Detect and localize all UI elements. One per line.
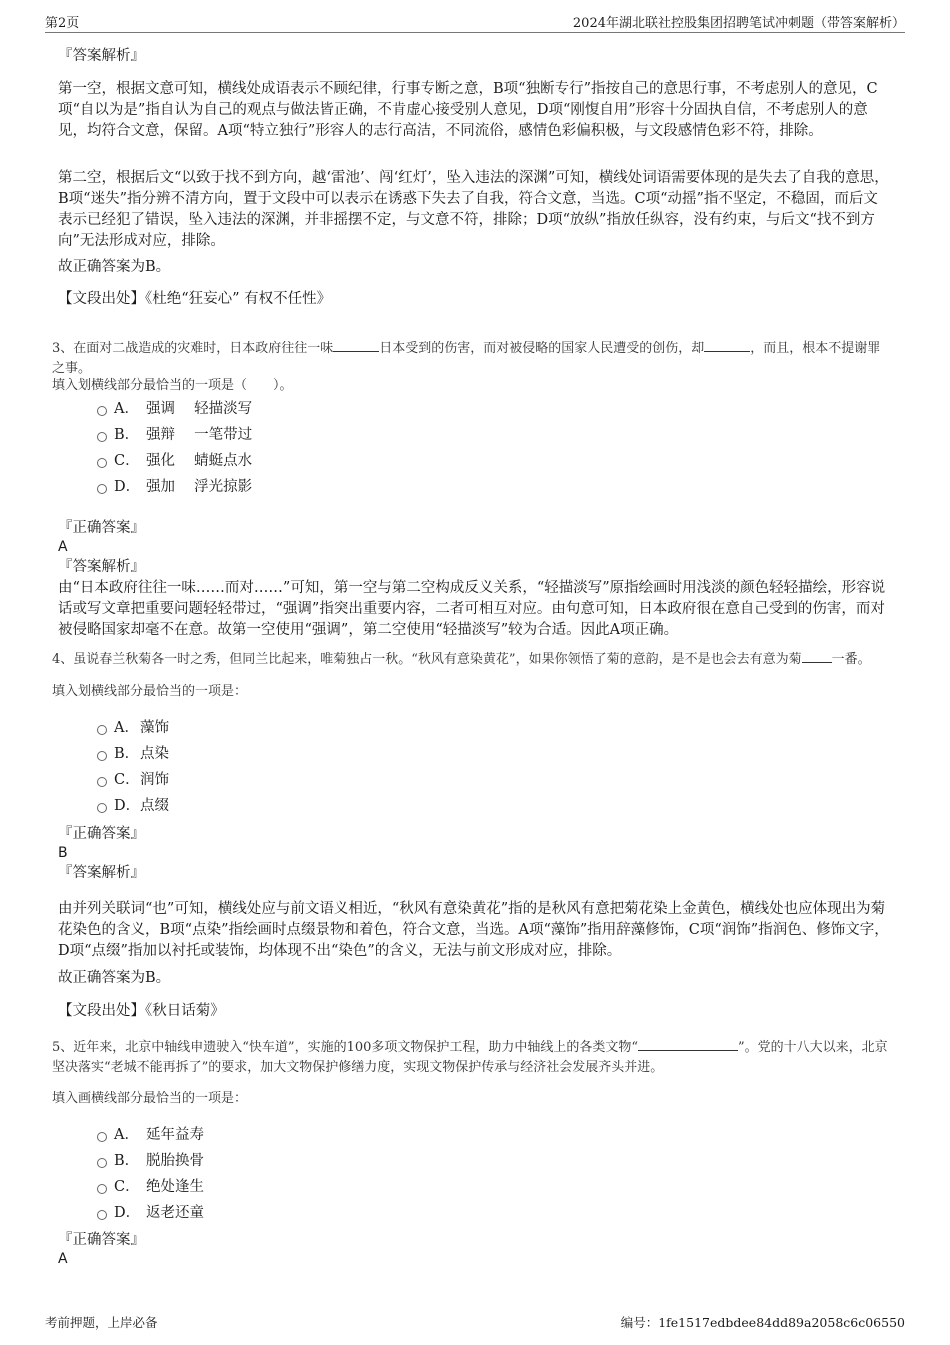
q5-answer: A	[58, 1251, 68, 1267]
option-letter: D．	[114, 798, 141, 814]
q3-stem-part2: 日本受到的伤害，而对被侵略的国家人民遭受的创伤，却	[379, 341, 705, 356]
option-letter: C．	[114, 1179, 140, 1195]
option-text: 强化 蜻蜓点水	[146, 453, 253, 469]
q4-source: 【文段出处】《秋日话菊》	[58, 1003, 225, 1019]
q5-option-b[interactable]	[58, 1148, 458, 1174]
q3-options	[58, 396, 458, 500]
q3-option-d[interactable]	[58, 474, 458, 500]
q4-answer-label: 『正确答案』	[58, 826, 145, 842]
q4-option-d[interactable]	[58, 793, 458, 819]
q4-option-a[interactable]	[58, 715, 458, 741]
option-text: 点染	[140, 746, 169, 762]
q4-option-b[interactable]	[58, 741, 458, 767]
radio-button[interactable]	[97, 777, 107, 787]
option-letter: A．	[114, 720, 139, 736]
radio-button[interactable]	[97, 725, 107, 735]
document-title: 2024年湖北联社控股集团招聘笔试冲刺题（带答案解析）	[572, 16, 905, 31]
q4-blank	[802, 649, 832, 663]
q5-prompt: 填入画横线部分最恰当的一项是：	[52, 1091, 248, 1106]
page-footer	[45, 1313, 905, 1331]
option-letter: B．	[114, 1153, 140, 1169]
q4-prompt: 填入划横线部分最恰当的一项是：	[52, 684, 248, 699]
q3-stem	[52, 338, 892, 379]
q2-analysis-para1: 第一空，根据文意可知，横线处成语表示不顾纪律，行事专断之意，B项“独断专行”指按自己的意思行事，不考虑别人的意见，C项“自以为是”指自认为自己的观点与做法皆正确，不肯虚心接受别人意见，D项“刚愎自用”形容十分固执自信，不考虑别人的意见，均符合文意，保留。A项“特立独行”形容人的志行高洁，不同流俗，感情色彩偏积极，与文段感情色彩不符，排除。	[58, 81, 878, 139]
q4-stem-part1: 4、虽说春兰秋菊各一时之秀，但同兰比起来，唯菊独占一秋。“秋风有意染黄花”，如果你领悟了菊的意韵，是不是也会去有意为菊	[52, 652, 802, 667]
option-text: 强加 浮光掠影	[146, 479, 253, 495]
option-text: 润饰	[140, 772, 169, 788]
q5-options	[58, 1122, 458, 1226]
option-letter: C．	[114, 772, 140, 788]
radio-button[interactable]	[97, 484, 107, 494]
q4-option-c[interactable]	[58, 767, 458, 793]
radio-button[interactable]	[97, 751, 107, 761]
radio-button[interactable]	[97, 1158, 107, 1168]
radio-button[interactable]	[97, 1210, 107, 1220]
option-letter: D．	[114, 1205, 141, 1221]
q3-option-a[interactable]	[58, 396, 458, 422]
option-text: 绝处逢生	[146, 1179, 204, 1195]
q3-answer: A	[58, 539, 68, 555]
option-letter: C．	[114, 453, 140, 469]
q3-blank-1	[333, 338, 379, 352]
option-text: 强辩 一笔带过	[146, 427, 253, 443]
q3-analysis-label: 『答案解析』	[58, 559, 145, 575]
q5-stem-part1: 5、近年来，北京中轴线申遗驶入“快车道”，实施的100多项文物保护工程，助力中轴线上的各类文物“	[52, 1040, 639, 1055]
q5-option-d[interactable]	[58, 1200, 458, 1226]
q4-stem-part2: 一番。	[831, 652, 871, 667]
q4-options	[58, 715, 458, 819]
radio-button[interactable]	[97, 458, 107, 468]
option-text: 延年益寿	[146, 1127, 204, 1143]
option-letter: B．	[114, 746, 140, 762]
q3-stem-part3: ，而且，根本不提谢罪之事。	[52, 341, 881, 376]
page-header	[45, 10, 905, 33]
option-letter: D．	[114, 479, 141, 495]
q3-analysis: 由“日本政府往往一味……而对……”可知，第一空与第二空构成反义关系，“轻描淡写”原指绘画时用浅淡的颜色轻轻描绘，形容说话或写文章把重要问题轻轻带过，“强调”指突出重要内容，二者可相互对应。由句意可知，日本政府很在意自己受到的伤害，而对被侵略国家却毫不在意。故第一空使用“强调”，第二空使用“轻描淡写”较为合适。因此A项正确。	[58, 580, 886, 638]
q5-option-c[interactable]	[58, 1174, 458, 1200]
q2-analysis-para2: 第二空，根据后文“以致于找不到方向，越‘雷池’、闯‘红灯’，坠入违法的深渊”可知，横线处词语需要体现的是失去了自我的意思，B项“迷失”指分辨不清方向，置于文段中可以表示在诱惑下失去了自我，符合文意，当选。C项“动摇”指不坚定，不稳固，而后文表示已经犯了错误，坠入违法的深渊，并非摇摆不定，与文意不符，排除；D项“放纵”指放任纵容，没有约束，与后文“找不到方向”无法形成对应，排除。	[58, 170, 889, 249]
q2-source: 【文段出处】《杜绝“狂妄心” 有权不任性》	[58, 291, 332, 307]
radio-button[interactable]	[97, 803, 107, 813]
option-text: 点缀	[140, 798, 169, 814]
q5-stem	[52, 1037, 892, 1078]
q3-option-b[interactable]	[58, 422, 458, 448]
q5-option-a[interactable]	[58, 1122, 458, 1148]
option-text: 返老还童	[146, 1205, 204, 1221]
q3-stem-part1: 3、在面对二战造成的灾难时，日本政府往往一味	[52, 341, 334, 356]
option-letter: B．	[114, 427, 140, 443]
q4-analysis: 由并列关联词“也”可知，横线处应与前文语义相近，“秋风有意染黄花”指的是秋风有意把菊花染上金黄色，横线处也应体现出为菊花染色的含义，B项“点染”指绘画时点缀景物和着色，符合文意，当选。A项“藻饰”指用辞藻修饰，C项“润饰”指润色、修饰文字，D项“点缀”指加以衬托或装饰，均体现不出“染色”的含义，无法与前文形成对应，排除。	[58, 901, 889, 959]
q2-conclusion: 故正确答案为B。	[58, 259, 171, 275]
q4-stem	[52, 649, 897, 670]
radio-button[interactable]	[97, 406, 107, 416]
option-letter: A．	[114, 401, 139, 417]
q3-blank-2	[704, 338, 750, 352]
q3-answer-label: 『正确答案』	[58, 520, 145, 536]
radio-button[interactable]	[97, 1132, 107, 1142]
q4-answer: B	[58, 845, 68, 861]
q3-prompt: 填入划横线部分最恰当的一项是（ ）。	[52, 378, 293, 393]
radio-button[interactable]	[97, 432, 107, 442]
option-letter: A．	[114, 1127, 139, 1143]
q5-blank	[638, 1037, 738, 1051]
q5-answer-label: 『正确答案』	[58, 1232, 145, 1248]
page-number: 第2页	[45, 16, 80, 31]
q4-analysis-label: 『答案解析』	[58, 865, 145, 881]
q4-conclusion: 故正确答案为B。	[58, 970, 171, 986]
q5-stem-part2: ”。党的十八大以来，北京坚决落实“老城不能再拆了”的要求，加大文物保护修缮力度，实现文物保护传承与经济社会发展齐头并进。	[52, 1040, 888, 1075]
radio-button[interactable]	[97, 1184, 107, 1194]
option-text: 藻饰	[140, 720, 169, 736]
document-id: 编号：1fe1517edbdee84dd89a2058c6c06550	[620, 1315, 905, 1330]
q3-option-c[interactable]	[58, 448, 458, 474]
option-text: 脱胎换骨	[146, 1153, 204, 1169]
q2-analysis-label: 『答案解析』	[58, 48, 145, 64]
footer-slogan: 考前押题，上岸必备	[45, 1315, 158, 1330]
option-text: 强调 轻描淡写	[146, 401, 253, 417]
